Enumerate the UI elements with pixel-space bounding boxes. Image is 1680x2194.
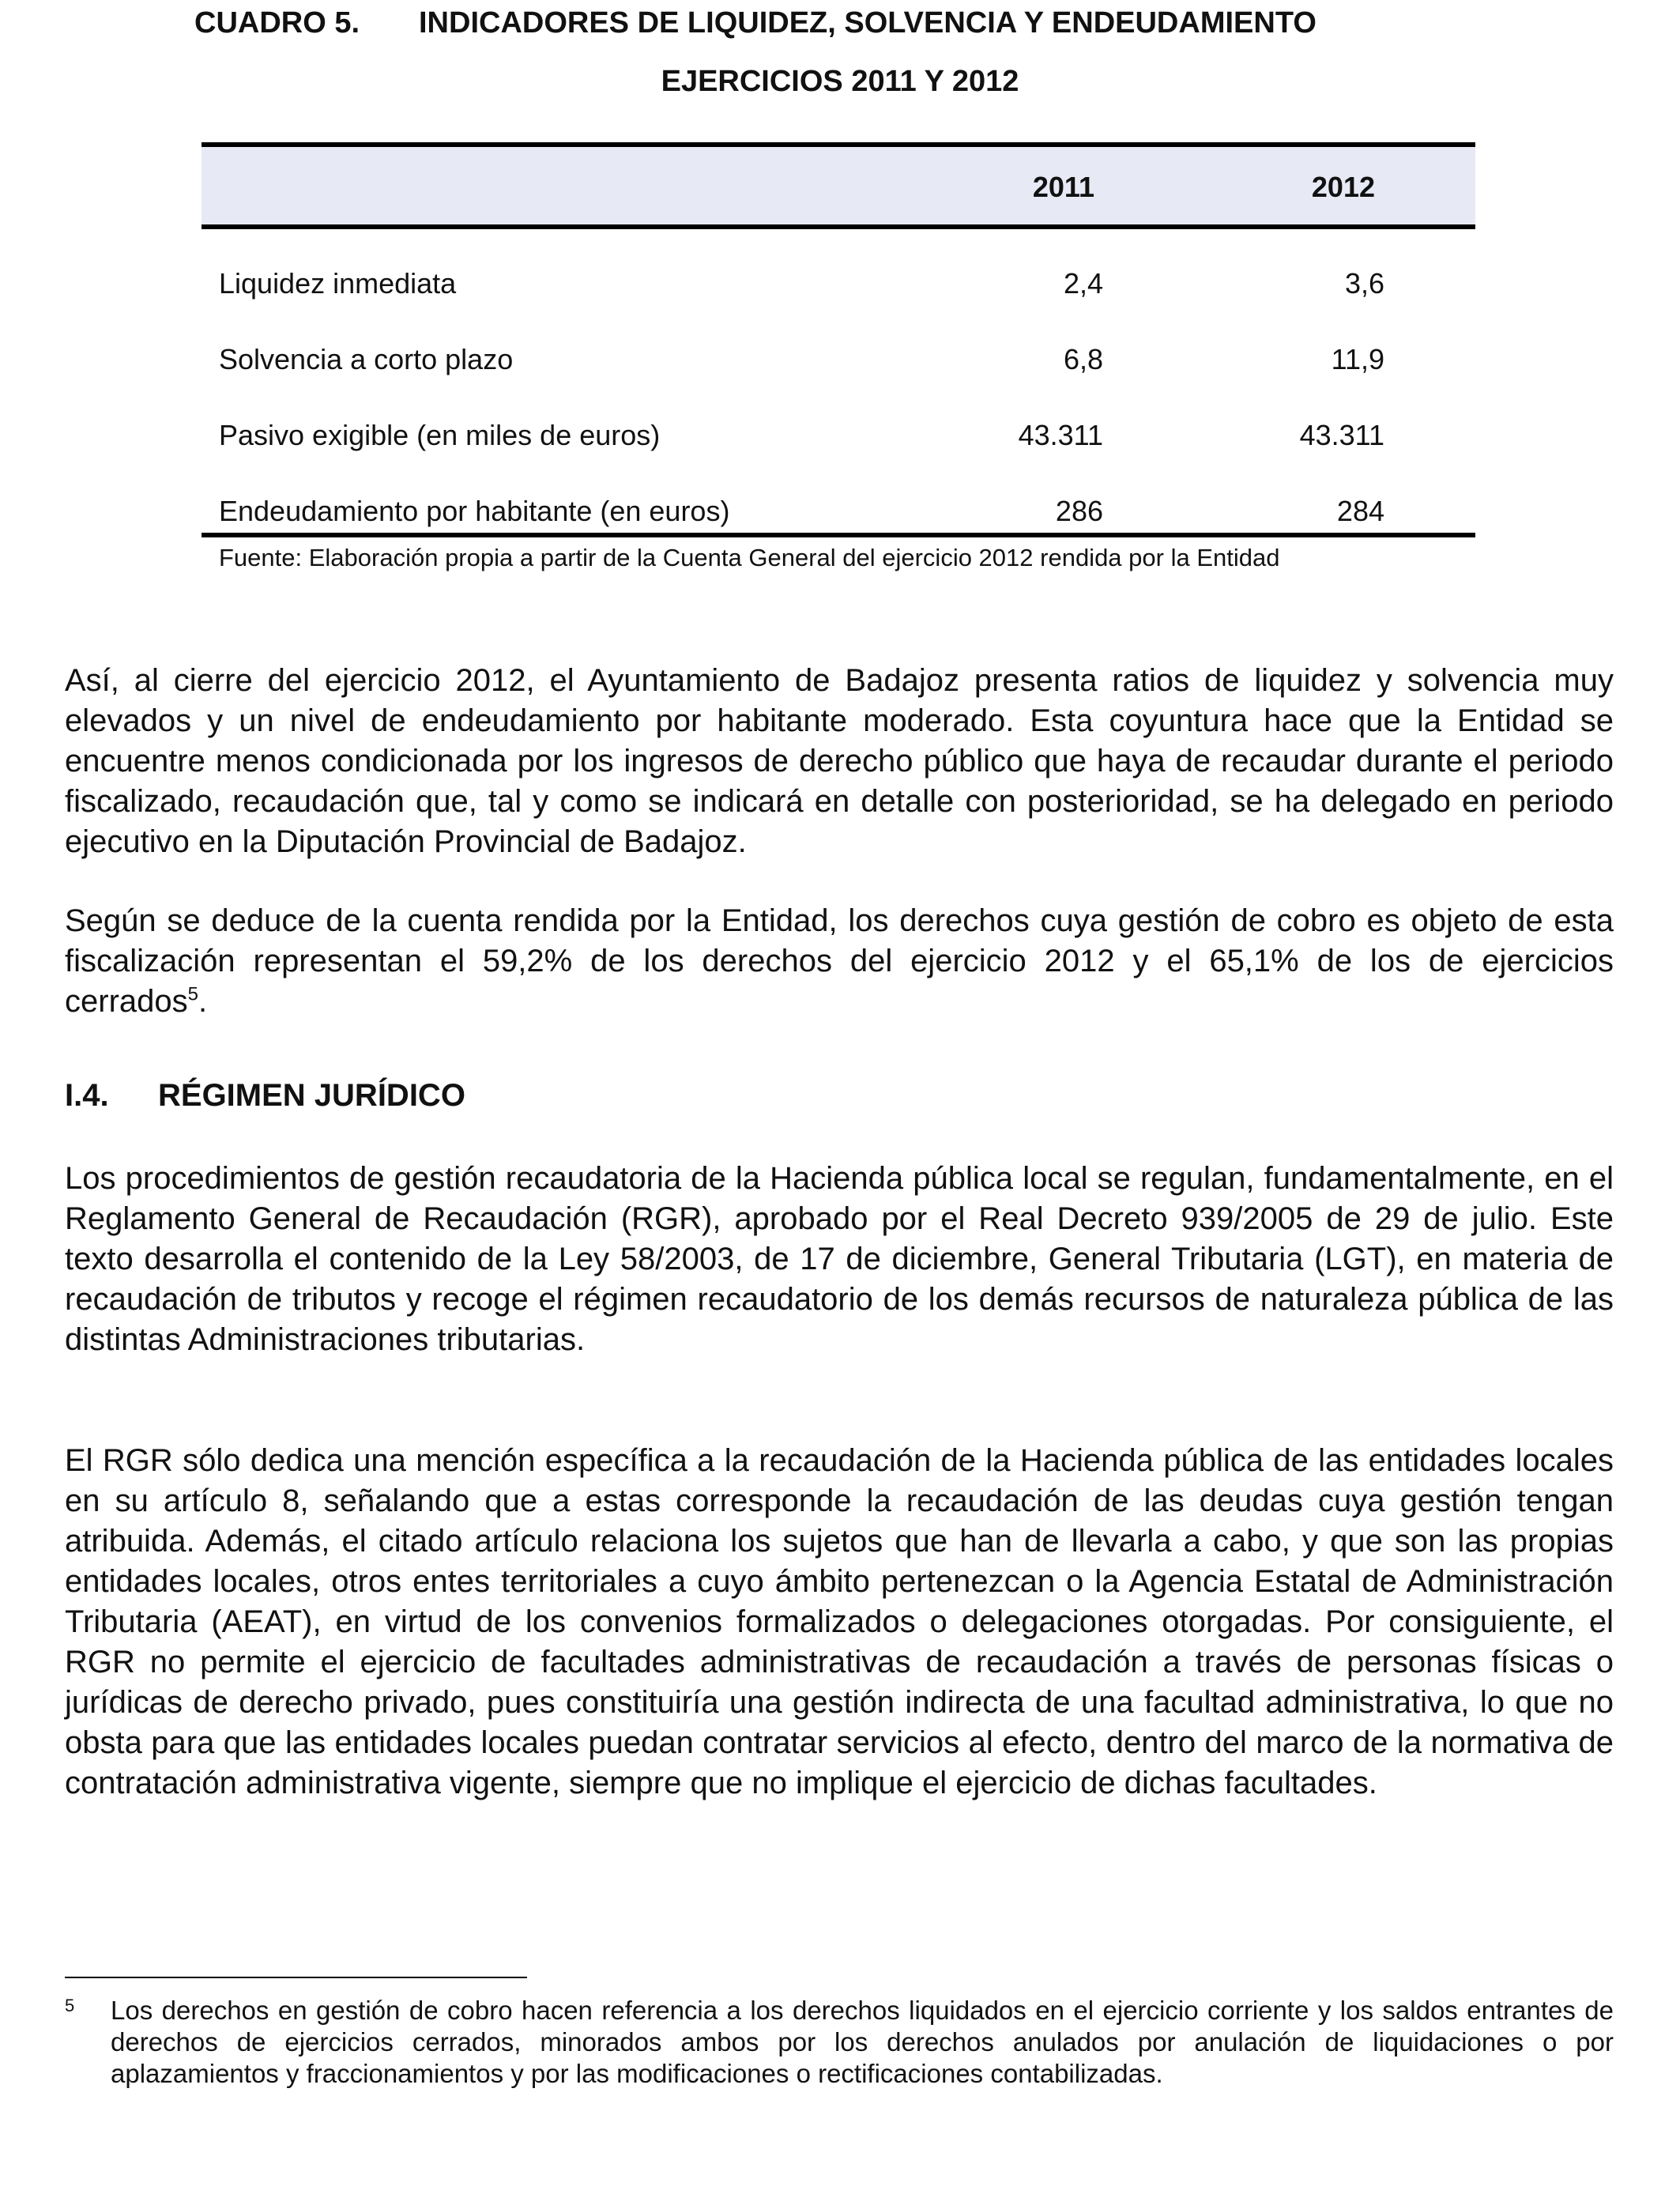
footnote-separator [65, 1977, 527, 1978]
table-number: CUADRO 5. [194, 6, 360, 40]
row-label: Liquidez inmediata [219, 267, 457, 300]
table-subtitle: EJERCICIOS 2011 Y 2012 [661, 65, 1019, 98]
value-2011: 286 [1055, 495, 1103, 527]
table-header [202, 142, 1475, 229]
row-label: Pasivo exigible (en miles de euros) [219, 419, 661, 451]
table-row [202, 343, 1475, 383]
section-number: I.4. [65, 1078, 109, 1113]
value-2012: 3,6 [1344, 267, 1384, 300]
value-2012: 11,9 [1331, 343, 1384, 375]
value-2011: 2,4 [1063, 267, 1103, 300]
paragraph [65, 901, 1614, 1022]
indicators-table [202, 142, 1475, 537]
row-label: Solvencia a corto plazo [219, 343, 514, 375]
table-source-note: Fuente: Elaboración propia a partir de la Cuenta General del ejercicio 2012 rendida por la Entidad [219, 544, 1280, 571]
footnote [65, 1995, 1614, 2090]
value-2012: 284 [1336, 495, 1384, 527]
paragraph: Así, al cierre del ejercicio 2012, el Ayuntamiento de Badajoz presenta ratios de liquidez y solvencia muy elevados y un nivel de endeudamiento por habitante moderado. Esta coyuntura hace que la Entidad se encuentre menos condicionada por los ingresos de derecho público que haya de recaudar durante el periodo fiscalizado, recaudación que, tal y como se indicará en detalle con posterioridad, se ha delegado en periodo ejecutivo en la Diputación Provincial de Badajoz. [65, 663, 1614, 859]
section-title: RÉGIMEN JURÍDICO [158, 1078, 465, 1113]
table-row [202, 267, 1475, 307]
paragraph-text: Según se deduce de la cuenta rendida por la Entidad, los derechos cuya gestión de cobro es objeto de esta fiscalización representan el 59,2% de los derechos del ejercicio 2012 y el 65,1% de los de ejercicios cerrados [65, 903, 1614, 1019]
table-body [202, 229, 1475, 533]
section-heading [65, 1078, 465, 1114]
footnote-text: Los derechos en gestión de cobro hacen referencia a los derechos liquidados en el ejercicio corriente y los saldos entrantes de derechos de ejercicios cerrados, minorados ambos por los derechos anulados por anulación de liquidaciones o por aplazamientos y fraccionamientos y por las modificaciones o rectificaciones contabilizadas. [111, 1996, 1614, 2088]
table-row [202, 495, 1475, 534]
table-row [202, 419, 1475, 458]
row-label: Endeudamiento por habitante (en euros) [219, 495, 730, 527]
value-2011: 6,8 [1063, 343, 1103, 375]
table-title-text: INDICADORES DE LIQUIDEZ, SOLVENCIA Y ENDEUDAMIENTO [419, 6, 1317, 40]
value-2012: 43.311 [1299, 419, 1384, 451]
column-header-2011: 2011 [1032, 171, 1094, 203]
paragraph-end: . [198, 984, 208, 1019]
value-2011: 43.311 [1018, 419, 1103, 451]
paragraph: El RGR sólo dedica una mención específica a la recaudación de la Hacienda pública de las entidades locales en su artículo 8, señalando que a estas corresponde la recaudación de las deudas cuya gestión tengan atribuida. Además, el citado artículo relaciona los sujetos que han de llevarla a cabo, y que son las propias entidades locales, otros entes territoriales a cuyo ámbito pertenezcan o la Agencia Estatal de Administración Tributaria (AEAT), en virtud de los convenios formalizados o delegaciones otorgadas. Por consiguiente, el RGR no permite el ejercicio de facultades administrativas de recaudación a través de personas físicas o jurídicas de derecho privado, pues constituiría una gestión indirecta de una facultad administrativa, lo que no obsta para que las entidades locales puedan contratar servicios al efecto, dentro del marco de la normativa de contratación administrativa vigente, siempre que no implique el ejercicio de dichas facultades. [65, 1443, 1614, 1800]
paragraph: Los procedimientos de gestión recaudatoria de la Hacienda pública local se regulan, fundamentalmente, en el Reglamento General de Recaudación (RGR), aprobado por el Real Decreto 939/2005 de 29 de julio. Este texto desarrolla el contenido de la Ley 58/2003, de 17 de diciembre, General Tributaria (LGT), en materia de recaudación de tributos y recoge el régimen recaudatorio de los demás recursos de naturaleza pública de las distintas Administraciones tributarias. [65, 1161, 1614, 1357]
column-header-2012: 2012 [1311, 171, 1375, 203]
footnote-mark: 5 [65, 1996, 75, 2015]
footnote-reference[interactable]: 5 [187, 983, 198, 1005]
table-title [194, 6, 1317, 40]
